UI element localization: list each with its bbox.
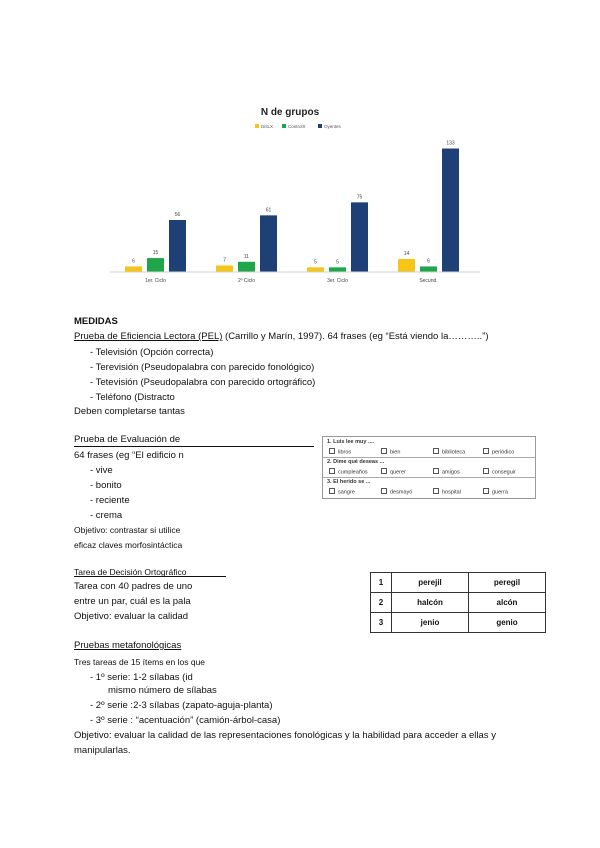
table-row bbox=[371, 613, 546, 633]
pel-item: - Teléfono (Distracto bbox=[90, 392, 175, 403]
table-cell-number: 1 bbox=[371, 573, 392, 593]
pel-note: Deben completarse tantas bbox=[74, 406, 185, 417]
meta-objective-cont: manipularlas. bbox=[74, 745, 131, 756]
orto-objective: Objetivo: evaluar la calidad bbox=[74, 611, 189, 622]
x-tick-label: Secund. bbox=[419, 278, 438, 284]
bar bbox=[125, 266, 142, 272]
bar-value-label: 5 bbox=[314, 259, 317, 266]
bar-value-label: 7 bbox=[223, 257, 226, 264]
bar-value-label: 61 bbox=[265, 207, 272, 214]
checkbox-icon bbox=[329, 488, 335, 494]
legend-label: DisLX bbox=[261, 124, 274, 129]
chart-title: N de grupos bbox=[260, 107, 320, 118]
x-tick-label: 3er. Ciclo bbox=[327, 278, 348, 284]
bar bbox=[351, 202, 368, 272]
orto-line: Tarea con 40 padres de uno bbox=[74, 581, 193, 592]
table-row bbox=[371, 573, 546, 593]
meta-objective: Objetivo: evaluar la calidad de las representaciones fonológicas y la habilidad para acceder a ellas y bbox=[74, 730, 496, 741]
eval-objective: Objetivo: contrastar si utilice bbox=[74, 525, 181, 535]
section-heading-medidas: MEDIDAS bbox=[74, 316, 118, 327]
bar-value-label: 15 bbox=[152, 250, 159, 257]
eval-title-underline bbox=[74, 446, 314, 447]
checkbox-icon bbox=[483, 468, 489, 474]
checkbox-icon bbox=[433, 488, 439, 494]
bar bbox=[216, 266, 233, 273]
bar-value-label: 75 bbox=[356, 194, 363, 201]
table-cell-word: genio bbox=[469, 613, 546, 633]
bar-value-label: 133 bbox=[446, 140, 455, 147]
checkbox-icon bbox=[329, 468, 335, 474]
checkbox-icon bbox=[329, 448, 335, 454]
eval-item: - bonito bbox=[90, 480, 122, 491]
meta-item: mismo número de sílabas bbox=[108, 685, 217, 696]
quiz-option: conseguir bbox=[483, 468, 516, 476]
bar bbox=[398, 259, 415, 272]
pel-link[interactable]: Prueba de Eficiencia Lectora (PEL) bbox=[74, 331, 223, 342]
legend-swatch bbox=[255, 124, 259, 128]
x-axis-labels bbox=[145, 278, 438, 284]
checkbox-icon bbox=[381, 468, 387, 474]
eval-item: - crema bbox=[90, 510, 123, 521]
quiz-option: libros bbox=[329, 448, 351, 456]
pel-item: - Terevisión (Pseudopalabra con parecido fonológico) bbox=[90, 362, 315, 373]
checkbox-icon bbox=[433, 468, 439, 474]
quiz-option: guerra bbox=[483, 488, 508, 496]
quiz-option: amigos bbox=[433, 468, 460, 476]
bar bbox=[169, 220, 186, 272]
checkbox-icon bbox=[483, 448, 489, 454]
table-cell-word: halcón bbox=[392, 593, 469, 613]
meta-item: - 3º serie : “acentuación” (camión-árbol-casa) bbox=[90, 715, 281, 726]
orto-line: entre un par, cuál es la pala bbox=[74, 596, 191, 607]
table-cell-word: alcón bbox=[469, 593, 546, 613]
table-cell-word: peregil bbox=[469, 573, 546, 593]
checkbox-icon bbox=[433, 448, 439, 454]
legend-label: Oyentes bbox=[324, 124, 341, 129]
bar bbox=[329, 267, 346, 272]
quiz-option: periódico bbox=[483, 448, 514, 456]
quiz-row bbox=[323, 437, 535, 458]
word-pair-table bbox=[370, 572, 546, 633]
bar bbox=[147, 258, 164, 272]
pel-description: (Carrillo y Marín, 1997). 64 frases (eg “Está viendo la………..”) bbox=[222, 331, 489, 342]
quiz-option: hospital bbox=[433, 488, 461, 496]
legend-label: ControlX bbox=[288, 124, 306, 129]
orto-title-underline bbox=[74, 576, 226, 577]
quiz-option: desmayó bbox=[381, 488, 412, 496]
eval-title: Prueba de Evaluación de bbox=[74, 434, 181, 445]
eval-item: - reciente bbox=[90, 495, 130, 506]
quiz-row bbox=[323, 457, 535, 478]
orto-title: Tarea de Decisión Ortográfico bbox=[74, 567, 187, 577]
eval-objective-cont: eficaz claves morfosintáctica bbox=[74, 540, 183, 550]
quiz-row bbox=[323, 477, 535, 497]
bar bbox=[307, 267, 324, 272]
meta-item: - 1º serie: 1-2 sílabas (id bbox=[90, 672, 193, 683]
pel-item: - Tetevisión (Pseudopalabra con parecido ortográfico) bbox=[90, 377, 316, 388]
table-cell-number: 3 bbox=[371, 613, 392, 633]
quiz-question: 1. Luis lee muy .... bbox=[327, 439, 375, 445]
eval-description: 64 frases (eg “El edificio n bbox=[74, 450, 184, 461]
bar-value-label: 56 bbox=[174, 212, 181, 218]
meta-title: Pruebas metafonológicas bbox=[74, 640, 182, 651]
checkbox-icon bbox=[381, 448, 387, 454]
bar-value-label: 6 bbox=[427, 258, 430, 265]
legend-swatch bbox=[282, 124, 286, 128]
quiz-option: biblioteca bbox=[433, 448, 465, 456]
eval-item: - vive bbox=[90, 465, 113, 476]
quiz-question: 3. El herido se ... bbox=[327, 479, 371, 485]
bar-value-label: 11 bbox=[243, 253, 250, 260]
chart-bars bbox=[125, 141, 459, 273]
quiz-option: cumpleaños bbox=[329, 468, 368, 476]
table-cell-word: perejil bbox=[392, 573, 469, 593]
bar bbox=[420, 266, 437, 272]
meta-description: Tres tareas de 15 ítems en los que bbox=[74, 657, 206, 667]
quiz-option: bien bbox=[381, 448, 400, 456]
pel-paragraph bbox=[74, 331, 488, 343]
quiz-question: 2. Dime qué deseas ... bbox=[327, 459, 385, 465]
checkbox-icon bbox=[381, 488, 387, 494]
table-cell-number: 2 bbox=[371, 593, 392, 613]
meta-item: - 2º serie :2-3 sílabas (zapato-aguja-planta) bbox=[90, 700, 273, 711]
x-tick-label: 1er. Ciclo bbox=[145, 278, 166, 284]
table-row bbox=[371, 593, 546, 613]
bar-value-label: 6 bbox=[132, 258, 135, 265]
legend-swatch bbox=[318, 124, 322, 128]
bar bbox=[442, 149, 459, 273]
sentence-completion-example bbox=[322, 436, 536, 499]
x-tick-label: 2º Ciclo bbox=[237, 278, 256, 284]
pel-item: - Televisión (Opción correcta) bbox=[90, 347, 214, 358]
quiz-option: querer bbox=[381, 468, 406, 476]
bar-value-label: 5 bbox=[336, 259, 339, 266]
bar-value-label: 14 bbox=[403, 251, 410, 257]
checkbox-icon bbox=[483, 488, 489, 494]
quiz-option: sangre bbox=[329, 488, 355, 496]
table-cell-word: jenio bbox=[392, 613, 469, 633]
groups-bar-chart bbox=[105, 100, 485, 290]
chart-legend bbox=[255, 124, 342, 129]
bar bbox=[238, 262, 255, 272]
bar bbox=[260, 215, 277, 272]
